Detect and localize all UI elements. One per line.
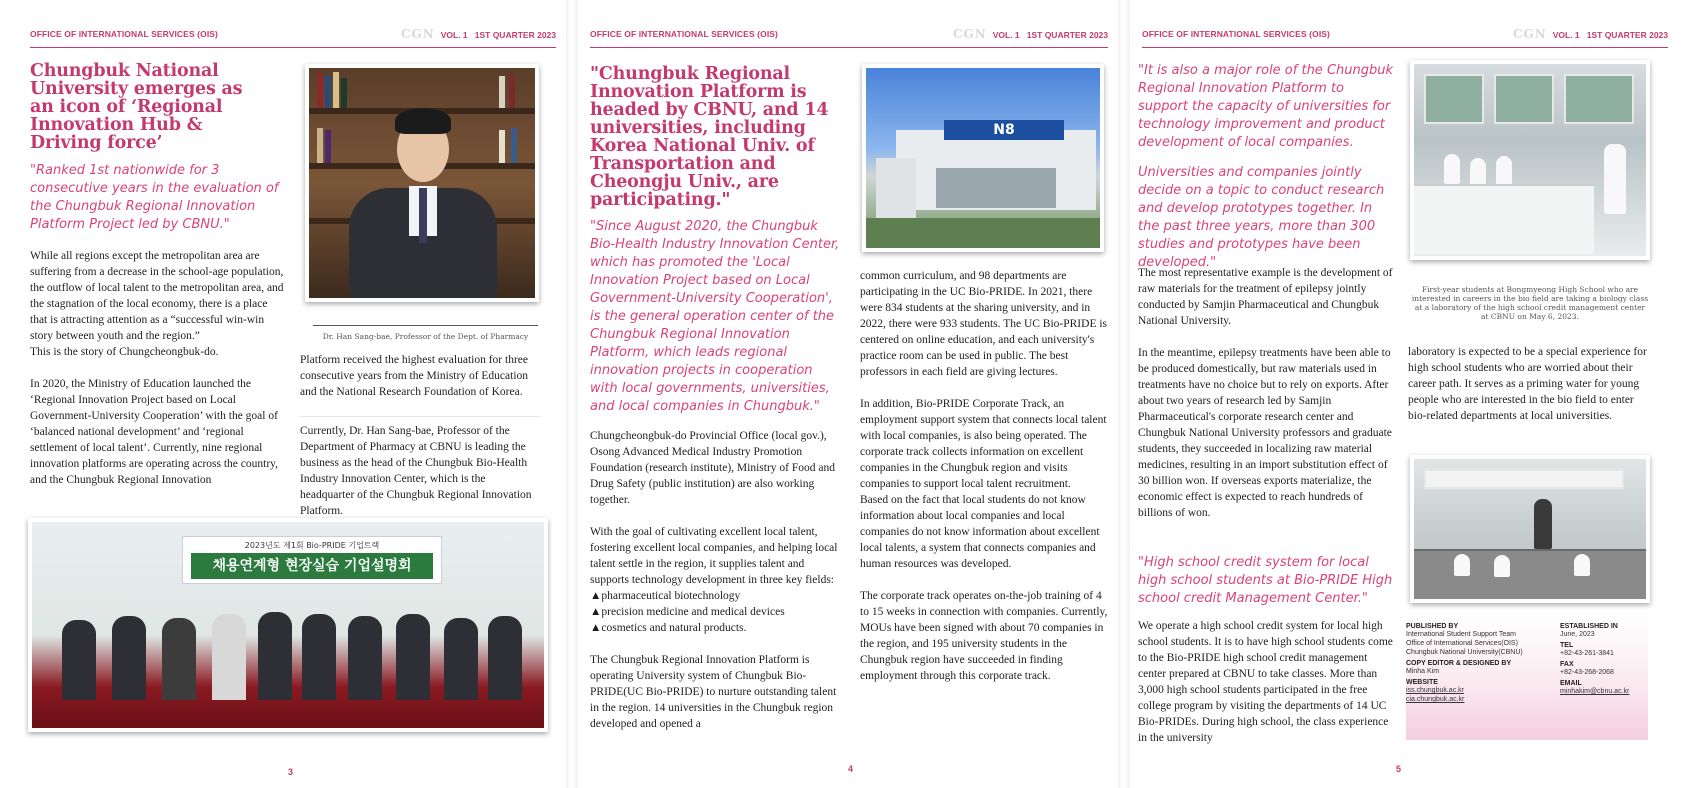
paragraph: common curriculum, and 98 departments are participating in the UC Bio-PRIDE. In 2021, there were 834 students at the sharing university, and in 2022, there were 933 students. The UC Bio-PRIDE is centered on online education, and each university's practice room can be used in public. The best professors in each field are giving lectures. bbox=[860, 270, 1108, 378]
page-4 bbox=[578, 0, 1118, 788]
volume: VOL. 1 bbox=[992, 30, 1020, 40]
tel-label: TEL bbox=[1560, 642, 1574, 649]
paragraph: Platform received the highest evaluation for three consecutive years from the Ministry of Education and the National Research Foundation of Korea. bbox=[300, 354, 529, 398]
pull-quote: "Ranked 1st nationwide for 3 consecutive years in the evaluation of the Chungbuk Regional Innovation Platform Project led by CBNU." bbox=[30, 163, 279, 232]
email-label: EMAIL bbox=[1560, 680, 1582, 687]
paragraph: The Chungbuk Regional Innovation Platform is operating University system of Chungbuk Bio-PRIDE(UC Bio-PRIDE) to nurture outstanding talent in the region. 14 universities in the Chungbuk region developed and opened a bbox=[590, 654, 837, 730]
paragraph: While all regions except the metropolitan area are suffering from a decrease in the school-age population, the outflow of local talent to the metropolitan area, and the stagnation of the local economy, there is a place that is attracting attention as a “successful win-win story between youth and the region.” bbox=[30, 250, 284, 342]
page-3 bbox=[18, 0, 566, 788]
photo-caption: Dr. Han Sang-bae, Professor of the Dept. of Pharmacy bbox=[322, 332, 529, 341]
article-title: Chungbuk National University emerges as an icon of ‘Regional Innovation Hub & Driving force’ bbox=[30, 61, 243, 153]
brand-logo: CGN bbox=[952, 27, 987, 41]
event-image bbox=[32, 522, 544, 728]
quarter: 1ST QUARTER 2023 bbox=[1026, 30, 1108, 40]
lab-image bbox=[1414, 64, 1646, 256]
photo-caption: First-year students at Bongmyeong High School who are interested in careers in the bio field are taking a biology class at a laboratory of the high school credit management center at CBNU on May 6, 2023. bbox=[1411, 285, 1649, 321]
office-label: OFFICE OF INTERNATIONAL SERVICES (OIS) bbox=[1142, 29, 1330, 39]
body-column-2 bbox=[300, 352, 540, 535]
pull-quote: "It is also a major role of the Chungbuk Regional Innovation Platform to support the capacity of universities for technology improvement and product development of local companies. bbox=[1138, 63, 1394, 150]
fax-label: FAX bbox=[1560, 661, 1574, 668]
building-sign: N8 bbox=[944, 120, 1064, 140]
page-5 bbox=[1130, 0, 1678, 788]
body-column-1 bbox=[590, 428, 846, 748]
issue-label bbox=[1513, 27, 1668, 41]
page-gutter bbox=[566, 0, 578, 788]
classroom-image bbox=[1414, 459, 1646, 599]
volume: VOL. 1 bbox=[1552, 30, 1580, 40]
established-label: ESTABLISHED IN bbox=[1560, 623, 1618, 630]
paragraph: In addition, Bio-PRIDE Corporate Track, an employment support system that connects local talent with local companies, is also being operated. The corporate track collects information on excellent companies in the Chungbuk region and visits companies to support local talent recruitment. bbox=[860, 398, 1107, 490]
body-column-2 bbox=[860, 268, 1108, 700]
paragraph: The corporate track operates on-the-job training of 4 to 15 weeks in connection with companies. Currently, MOUs have been signed with about 70 companies in the region, and 195 university students in the Chungbuk region have succeeded in finding employment through this corporate track. bbox=[860, 590, 1108, 682]
portrait-photo bbox=[305, 64, 539, 302]
body-column-1 bbox=[30, 248, 286, 504]
office-label: OFFICE OF INTERNATIONAL SERVICES (OIS) bbox=[590, 29, 778, 39]
building-photo bbox=[862, 64, 1104, 252]
issue-label bbox=[953, 27, 1108, 41]
paragraph: ▲cosmetics and natural products. bbox=[590, 622, 747, 634]
paragraph: In 2020, the Ministry of Education launched the ‘Regional Innovation Project based on Local Government-University Cooperation’ with the goal of ‘balanced national development’ and ‘regional settlement of local talent’. Currently, nine regional innovation platforms are operating across the country, and the Chungbuk Regional Innovation bbox=[30, 378, 279, 486]
website-link[interactable]: iss.chungbuk.ac.kr bbox=[1406, 687, 1464, 694]
paragraph: With the goal of cultivating excellent local talent, fostering excellent local companies, and helping local talent settle in the region, it supplies talent and supports technology development in three key fields: ▲pharmaceutical biotechnology bbox=[590, 526, 838, 602]
pull-quote: Universities and companies jointly decide on a topic to conduct research and develop prototypes together. In the past three years, more than 300 studies and prototypes have been developed." bbox=[1138, 165, 1385, 270]
portrait-image bbox=[309, 68, 535, 298]
paragraph: ▲precision medicine and medical devices bbox=[590, 606, 785, 618]
editor-label: COPY EDITOR & DESIGNED BY bbox=[1406, 660, 1512, 667]
page-number: 4 bbox=[848, 764, 854, 774]
body-column-2: laboratory is expected to be a special experience for high school students who are worried about their career path. It serves as a priming water for young people who are interested in the bio field to enter bio-related departments at local universities. bbox=[1408, 346, 1647, 422]
page-gutter bbox=[1118, 0, 1130, 788]
publication-info: PUBLISHED BY International Student Support Team Office of International Services(OIS) Chungbuk National University(CBNU) COPY EDITOR & DESIGNED BY Minha Kim WEBSITE iss.chungbuk.ac.kr cia.chungbuk.ac.kr ESTABLISHED IN June, 2023 TEL +82-43-261-3841 FAX +82-43-268-2068 EMAIL minhakim@cbnu.ac.kr bbox=[1406, 614, 1648, 740]
event-photo bbox=[28, 518, 548, 732]
paragraph: Chungcheongbuk-do Provincial Office (local gov.), Osong Advanced Medical Industry Promotion Foundation (research institute), Ministry of Food and Drug Safety (public institution) are also working together. bbox=[590, 430, 835, 506]
pull-quote: "Since August 2020, the Chungbuk Bio-Health Industry Innovation Center, which has promoted the 'Local Innovation Project based on Local Government-University Cooperation', is the general operation center of the Chungbuk Regional Innovation Platform, which leads regional innovation projects in cooperation with local governments, universities, and local companies in Chungbuk." bbox=[590, 219, 840, 414]
body-column-1 bbox=[1138, 265, 1396, 537]
published-by-label: PUBLISHED BY bbox=[1406, 623, 1459, 630]
body-column-1b: We operate a high school credit system for local high school students. It is to have high school students come to the Bio-PRIDE high school credit management center prepared at CBNU to take classes. More than 3,000 high school students participated in the free college program by visiting the departments of 14 UC Bio-PRIDEs. During high school, the class experience in the university bbox=[1138, 620, 1393, 744]
lab-photo bbox=[1410, 60, 1650, 260]
paragraph: Based on the fact that local students do not know information about local companies and local companies do not know information about excellent local talents, a system that connects companies and human resources was developed. bbox=[860, 494, 1100, 570]
page-header bbox=[30, 26, 556, 48]
article-title: "Chungbuk Regional Innovation Platform is headed by CBNU, and 14 universities, including Korea National Univ. of Transportation and Cheongju Univ., are participating." bbox=[590, 64, 829, 210]
quarter: 1ST QUARTER 2023 bbox=[1586, 30, 1668, 40]
quarter: 1ST QUARTER 2023 bbox=[474, 30, 556, 40]
event-banner: 2023년도 제1회 Bio-PRIDE 기업트랙 채용연계형 현장실습 기업설명회 bbox=[182, 536, 442, 584]
office-label: OFFICE OF INTERNATIONAL SERVICES (OIS) bbox=[30, 29, 218, 39]
paragraph: Currently, Dr. Han Sang-bae, Professor of the Department of Pharmacy at CBNU is leading the business as the head of the Chungbuk Bio-Health Industry Innovation Center, which is the headquarter of the Chungbuk Regional Innovation Platform. bbox=[300, 416, 540, 519]
page-number: 5 bbox=[1396, 764, 1402, 774]
paragraph: In the meantime, epilepsy treatments have been able to be produced domestically, but raw materials used in treatments have no choice but to rely on exports. After about two years of research led by Samjin Pharmaceutical's corporate research center and Chungbuk National University professors and graduate students, they succeeded in localizing raw material medicines, resulting in an import substitution effect of 30 billion won. If overseas exports materialize, the economic effect is expected to reach hundreds of billions of won. bbox=[1138, 347, 1392, 519]
website-link[interactable]: cia.chungbuk.ac.kr bbox=[1406, 696, 1465, 703]
page-header bbox=[590, 26, 1108, 48]
issue-label bbox=[401, 27, 556, 41]
classroom-photo bbox=[1410, 455, 1650, 603]
paragraph: The most representative example is the development of raw materials for the treatment of epilepsy jointly conducted by Samjin Pharmaceutical and Chungbuk National University. bbox=[1138, 267, 1393, 327]
brand-logo: CGN bbox=[400, 27, 435, 41]
building-image bbox=[866, 68, 1100, 248]
brand-logo: CGN bbox=[1512, 27, 1547, 41]
website-label: WEBSITE bbox=[1406, 679, 1438, 686]
paragraph: This is the story of Chungcheongbuk-do. bbox=[30, 346, 219, 358]
page-number: 3 bbox=[288, 767, 294, 777]
volume: VOL. 1 bbox=[440, 30, 468, 40]
pull-quote: "High school credit system for local high school students at Bio-PRIDE High school credit Management Center." bbox=[1138, 555, 1393, 606]
page-header bbox=[1142, 26, 1668, 48]
email-link[interactable]: minhakim@cbnu.ac.kr bbox=[1560, 688, 1630, 695]
